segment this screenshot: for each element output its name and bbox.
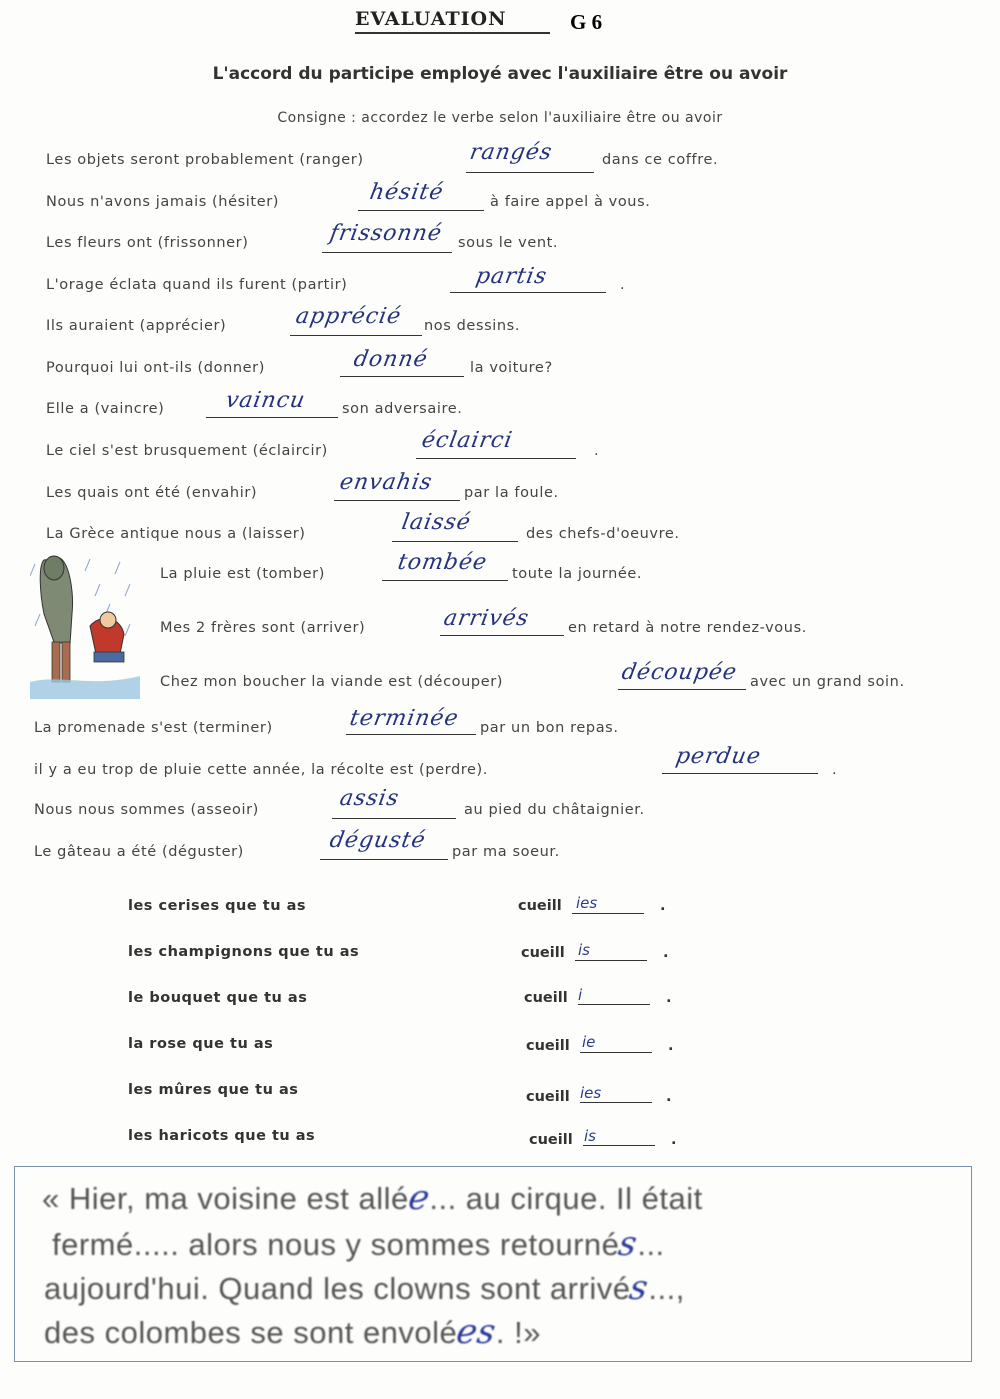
text-fragment: ... au cirque. Il était: [429, 1181, 703, 1216]
end-dot: .: [660, 898, 666, 914]
verb-stem: cueill: [526, 1089, 570, 1105]
sentence-after: son adversaire.: [342, 401, 463, 417]
answer-blank[interactable]: [580, 1052, 652, 1053]
sentence-after: avec un grand soin.: [750, 674, 905, 690]
phrase-label: les cerises que tu as: [128, 898, 306, 914]
sentence-after: toute la journée.: [512, 566, 643, 582]
handwritten-answer: vaincu: [223, 388, 308, 413]
sentence-before: Nous n'avons jamais (hésiter): [46, 194, 280, 210]
sentence-before: Mes 2 frères sont (arriver): [160, 620, 366, 636]
answer-blank[interactable]: [340, 376, 464, 377]
evaluation-title: EVALUATION: [355, 8, 507, 30]
verb-stem: cueill: [526, 1038, 570, 1054]
text-line-2: [52, 1224, 665, 1264]
text-fragment: fermé..... alors nous y sommes retourné: [52, 1227, 620, 1262]
handwritten-answer: laissé: [399, 510, 474, 535]
sentence-after: par un bon repas.: [480, 720, 619, 736]
sentence-before: Elle a (vaincre): [46, 401, 165, 417]
handwritten-answer: tombée: [395, 550, 490, 575]
text-fragment: « Hier, ma voisine est allé: [42, 1181, 409, 1216]
handwritten-answer: envahis: [337, 470, 435, 495]
sentence-after: .: [832, 762, 838, 778]
answer-blank[interactable]: [334, 500, 460, 501]
verb-stem: cueill: [521, 945, 565, 961]
text-fragment: ...: [637, 1227, 665, 1262]
sentence-after: à faire appel à vous.: [490, 194, 651, 210]
answer-blank[interactable]: [440, 635, 564, 636]
verb-stem: cueill: [524, 990, 568, 1006]
title-underline: [355, 32, 550, 34]
sentence-after: par ma soeur.: [452, 844, 560, 860]
answer-blank[interactable]: [575, 960, 647, 961]
text-line-1: [42, 1178, 703, 1218]
answer-blank[interactable]: [662, 773, 818, 774]
answer-blank[interactable]: [346, 734, 476, 735]
handwritten-answer: perdue: [673, 744, 764, 769]
handwritten-ending: i: [578, 986, 583, 1004]
sentence-before: Le gâteau a été (déguster): [34, 844, 244, 860]
handwritten-answer: éclairci: [419, 428, 515, 453]
handwritten-answer: arrivés: [441, 606, 532, 631]
answer-blank[interactable]: [320, 859, 448, 860]
sentence-before: Les quais ont été (envahir): [46, 485, 258, 501]
phrase-label: la rose que tu as: [128, 1036, 274, 1052]
instructions: Consigne : accordez le verbe selon l'auxiliaire être ou avoir: [277, 110, 723, 126]
handwritten-answer: frissonné: [327, 221, 445, 246]
handwritten-ending: s: [626, 1268, 652, 1308]
phrase-label: les mûres que tu as: [128, 1082, 299, 1098]
answer-blank[interactable]: [206, 417, 338, 418]
worksheet-subtitle: L'accord du participe employé avec l'auxiliaire être ou avoir: [212, 64, 788, 84]
answer-blank[interactable]: [392, 541, 518, 542]
answer-blank[interactable]: [618, 689, 746, 690]
sentence-before: L'orage éclata quand ils furent (partir): [46, 277, 348, 293]
end-dot: .: [666, 1089, 672, 1105]
group-label: G 6: [570, 10, 603, 34]
handwritten-ending: s: [615, 1224, 641, 1264]
sentence-after: .: [594, 443, 600, 459]
handwritten-answer: partis: [473, 264, 550, 289]
verb-stem: cueill: [529, 1132, 573, 1148]
phrase-label: les haricots que tu as: [128, 1128, 316, 1144]
handwritten-answer: dégusté: [327, 828, 428, 853]
answer-blank[interactable]: [466, 172, 594, 173]
text-fragment: aujourd'hui. Quand les clowns sont arrivé: [44, 1271, 631, 1306]
answer-blank[interactable]: [290, 335, 422, 336]
sentence-after: dans ce coffre.: [602, 152, 719, 168]
sentence-after: des chefs-d'oeuvre.: [526, 526, 680, 542]
answer-blank[interactable]: [382, 580, 508, 581]
sentence-after: en retard à notre rendez-vous.: [568, 620, 807, 636]
end-dot: .: [668, 1038, 674, 1054]
answer-blank[interactable]: [322, 252, 452, 253]
sentence-after: nos dessins.: [424, 318, 521, 334]
handwritten-ending: es: [453, 1312, 500, 1352]
answer-blank[interactable]: [572, 913, 644, 914]
sentence-before: Les objets seront probablement (ranger): [46, 152, 364, 168]
text-fragment: . !»: [495, 1315, 541, 1350]
sentence-after: sous le vent.: [458, 235, 559, 251]
answer-blank[interactable]: [332, 818, 456, 819]
handwritten-answer: découpée: [619, 660, 740, 685]
handwritten-ending: is: [578, 941, 590, 959]
handwritten-ending: ies: [576, 894, 598, 912]
answer-blank[interactable]: [416, 458, 576, 459]
sentence-before: Chez mon boucher la viande est (découper): [160, 674, 504, 690]
sentence-before: La Grèce antique nous a (laisser): [46, 526, 306, 542]
sentence-before: La pluie est (tomber): [160, 566, 326, 582]
phrase-label: le bouquet que tu as: [128, 990, 308, 1006]
sentence-after: .: [620, 277, 626, 293]
sentence-before: Les fleurs ont (frissonner): [46, 235, 249, 251]
handwritten-answer: rangés: [467, 140, 555, 165]
sentence-after: au pied du châtaignier.: [464, 802, 645, 818]
handwritten-answer: donné: [351, 347, 430, 372]
phrase-label: les champignons que tu as: [128, 944, 360, 960]
handwritten-answer: hésité: [367, 180, 446, 205]
sentence-before: il y a eu trop de pluie cette année, la récolte est (perdre).: [34, 762, 488, 778]
answer-blank[interactable]: [583, 1145, 655, 1146]
answer-blank[interactable]: [450, 292, 606, 293]
handwritten-answer: assis: [337, 786, 402, 811]
end-dot: .: [671, 1132, 677, 1148]
text-fragment: ...,: [648, 1271, 685, 1306]
sentence-before: La promenade s'est (terminer): [34, 720, 273, 736]
text-line-3: [44, 1268, 685, 1308]
handwritten-ending: ies: [580, 1084, 602, 1102]
end-dot: .: [666, 990, 672, 1006]
boy-in-rain-illustration: [30, 554, 140, 699]
handwritten-answer: apprécié: [293, 304, 404, 329]
text-fragment: des colombes se sont envolé: [44, 1315, 458, 1350]
handwritten-ending: e: [405, 1178, 433, 1218]
sentence-after: la voiture?: [470, 360, 553, 376]
sentence-before: Nous nous sommes (asseoir): [34, 802, 259, 818]
verb-stem: cueill: [518, 898, 562, 914]
text-line-4: [44, 1312, 541, 1352]
answer-blank[interactable]: [578, 1004, 650, 1005]
sentence-before: Le ciel s'est brusquement (éclaircir): [46, 443, 328, 459]
sentence-after: par la foule.: [464, 485, 559, 501]
handwritten-ending: ie: [582, 1033, 596, 1051]
end-dot: .: [663, 945, 669, 961]
handwritten-ending: is: [584, 1127, 596, 1145]
sentence-row: [46, 152, 364, 168]
handwritten-answer: terminée: [347, 706, 461, 731]
answer-blank[interactable]: [580, 1102, 652, 1103]
sentence-before: Pourquoi lui ont-ils (donner): [46, 360, 266, 376]
sentence-before: Ils auraient (apprécier): [46, 318, 227, 334]
answer-blank[interactable]: [358, 210, 484, 211]
